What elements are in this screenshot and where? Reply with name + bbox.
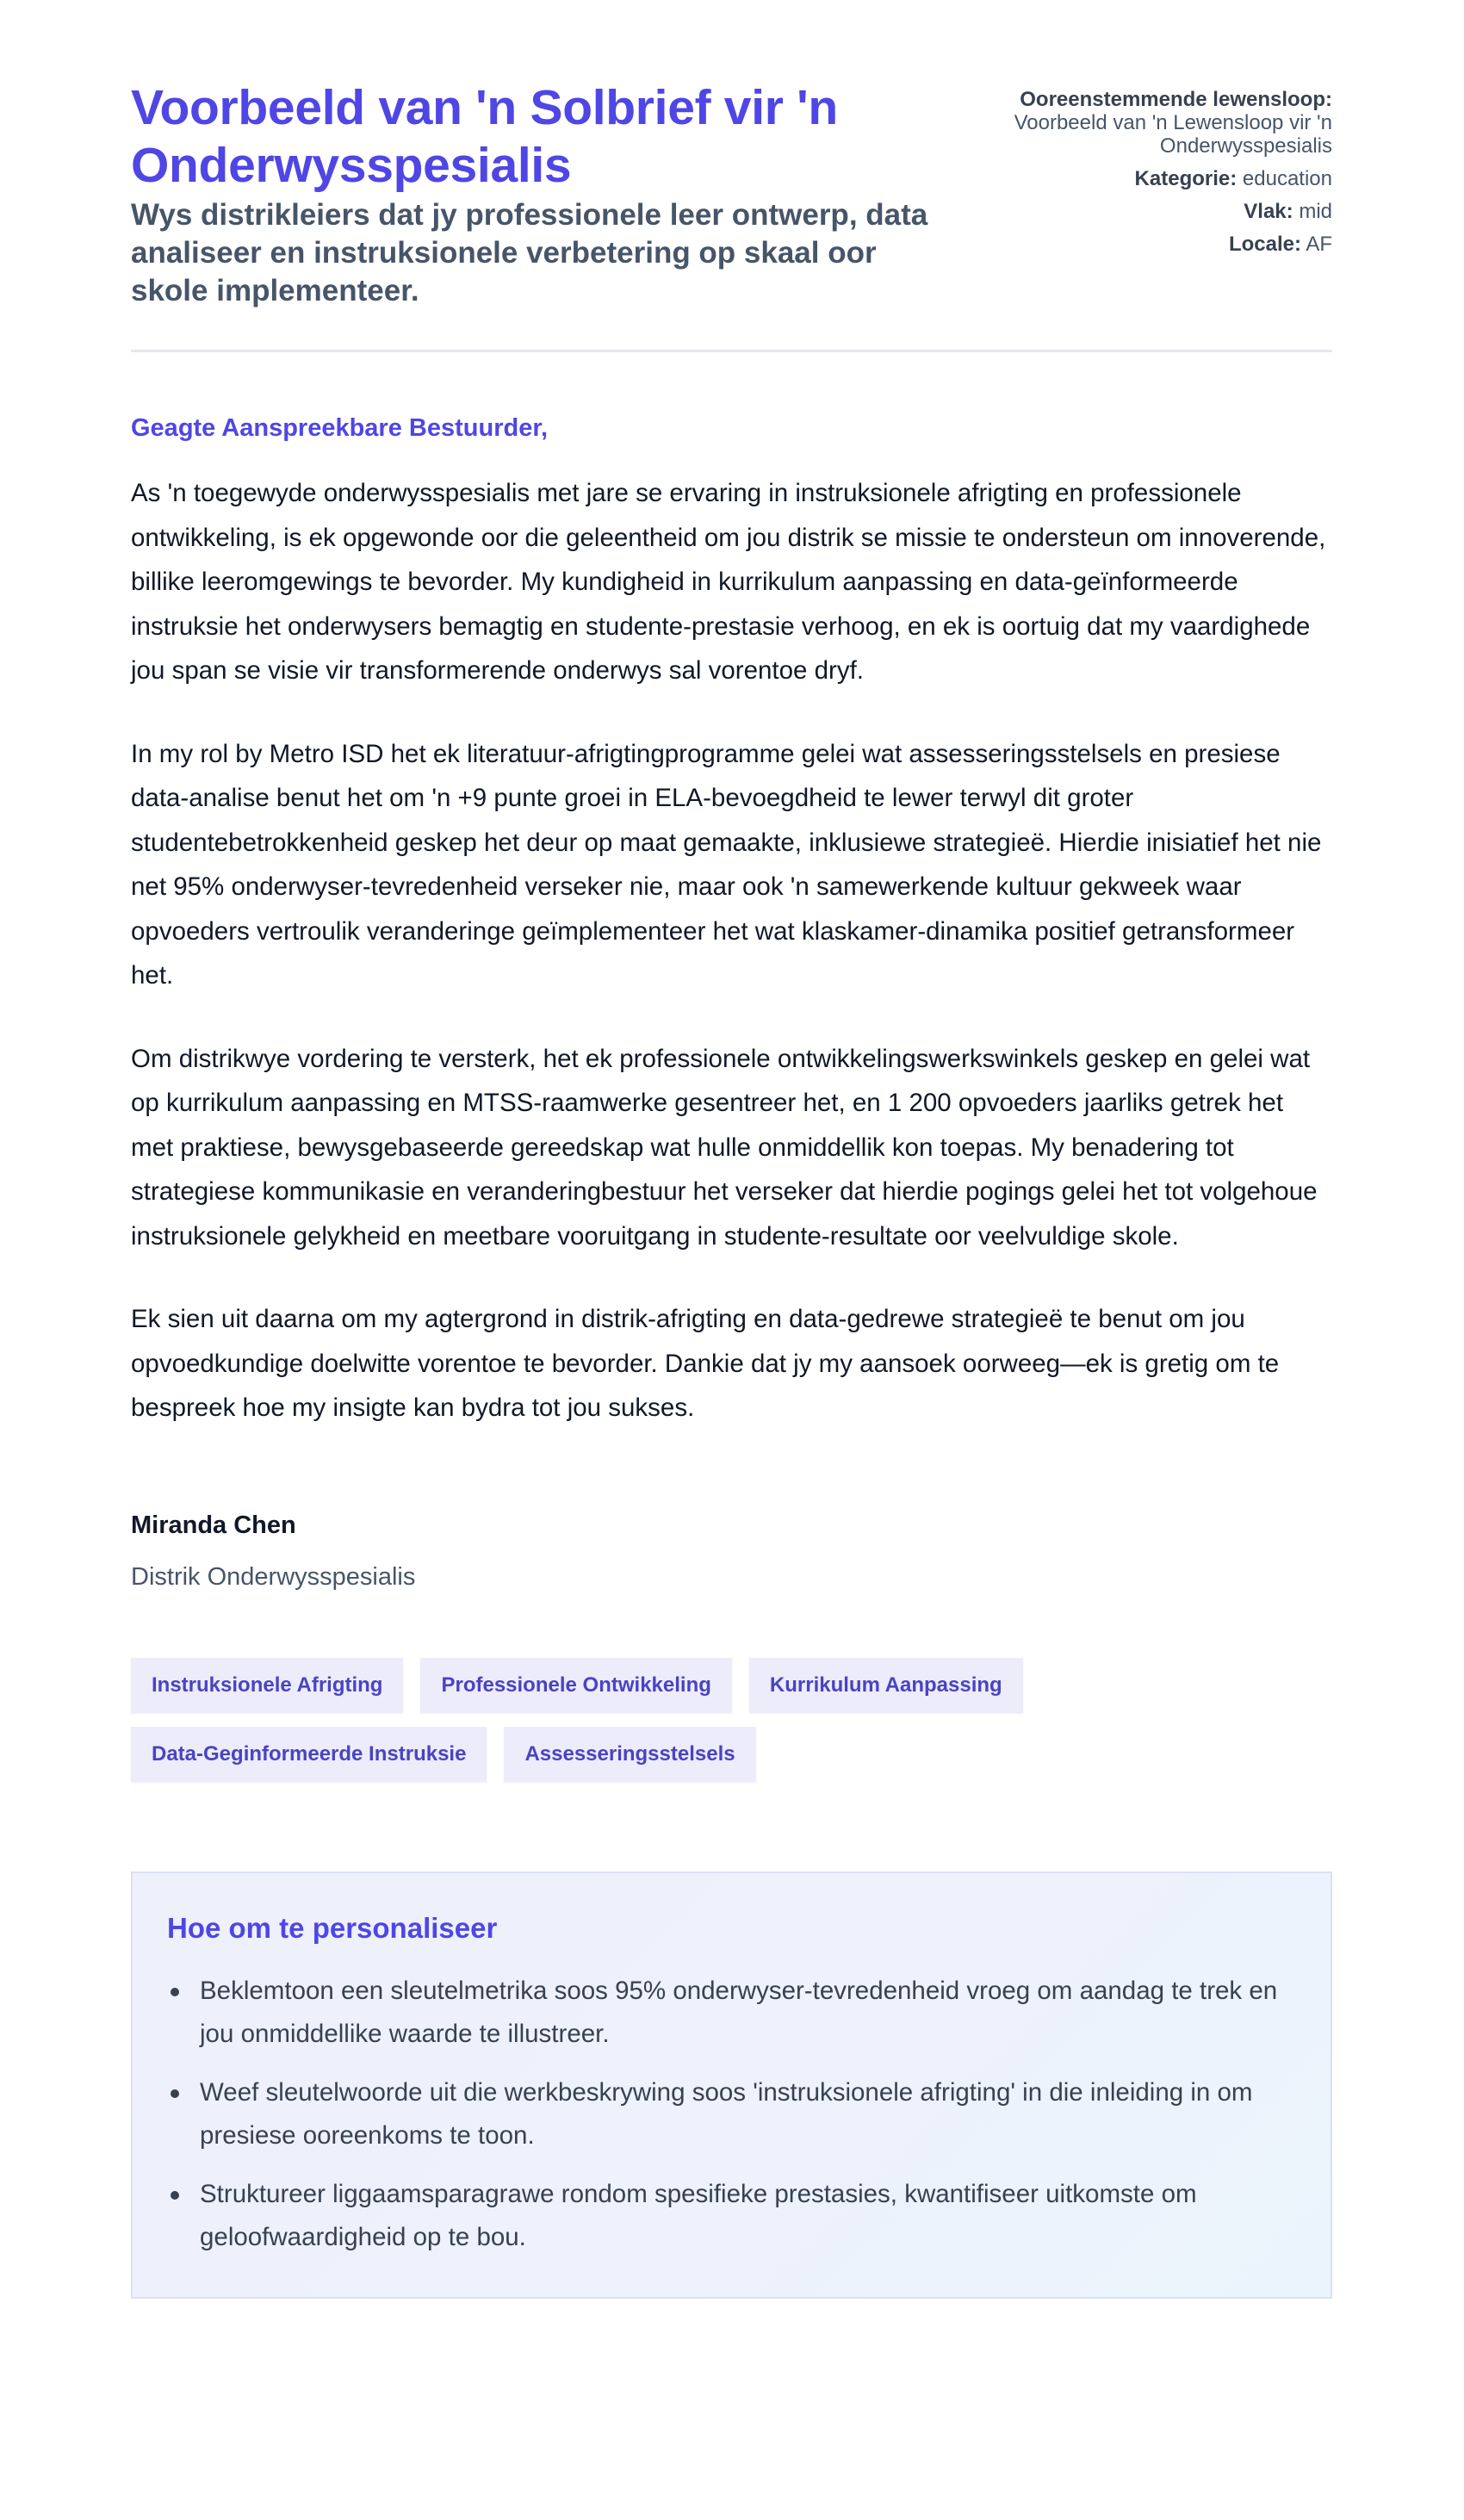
tip-item [167,2173,1296,2259]
signature-block [131,1510,1332,1592]
page-subtitle: Wys distrikleiers dat jy professionele leer ontwerp, data analiseer en instruksionele verbetering op skaal oor skole implementeer. [131,198,928,307]
meta-locale-value: AF [1306,233,1332,256]
meta-level-label: Vlak: [1244,200,1293,223]
letter-paragraph-4: Ek sien uit daarna om my agtergrond in distrik-afrigting en data-gedrewe strategieë te benut om jou opvoedkundige doelwitte vorentoe te bevorder. Dankie dat jy my aansoek oorweeg—ek is gretig om te bespreek hoe my insigte kan bydra tot jou sukses. [131,1305,1280,1422]
meta-level-value: mid [1299,200,1332,223]
tips-title: Hoe om te personaliseer [167,1911,498,1944]
tip-text: Beklemtoon een sleutelmetrika soos 95% onderwyser-tevredenheid vroeg om aandag te trek en jou onmiddellike waarde te illustreer. [200,1976,1278,2048]
bullet-icon [171,2089,179,2098]
skill-tag: Assesseringsstelsels [504,1727,755,1782]
meta-panel [953,79,1332,265]
skill-tags [131,1658,1095,1782]
meta-matching-resume-label: Ooreenstemmende lewensloop: [1020,88,1332,111]
personalization-tips-box [131,1871,1332,2299]
bullet-icon [171,2191,179,2200]
tips-list [167,1970,1296,2259]
meta-matching-resume [953,88,1332,158]
skill-tag: Instruksionele Afrigting [131,1658,403,1713]
page-header [131,79,1332,352]
skill-tag: Data-Geginformeerde Instruksie [131,1727,487,1782]
skill-tag: Professionele Ontwikkeling [420,1658,731,1713]
tip-text: Struktureer liggaamsparagrawe rondom spesifieke prestasies, kwantifiseer uitkomste om geloofwaardigheid op te bou. [200,2179,1197,2251]
tip-item [167,1970,1296,2056]
tip-text: Weef sleutelwoorde uit die werkbeskrywing soos 'instruksionele afrigting' in die inleiding in om presiese ooreenkoms te toon. [200,2077,1253,2150]
letter-paragraph-3: Om distrikwye vordering te versterk, het ek professionele ontwikkelingswerkswinkels geskep en gelei wat op kurrikulum aanpassing en MTSS-raamwerke gesentreer het, en 1 200 opvoeders jaarliks getrek het met praktiese, bewysgebaseerde gereedskap wat hulle onmiddellik kon toepas. My benadering tot strategiese kommunikasie en veranderingbestuur het verseker dat hierdie pogings gelei het tot volgehoue instruksionele gelykheid en meetbare vooruitgang in studente-resultate oor veelvuldige skole. [131,1044,1318,1251]
meta-category-label: Kategorie: [1134,167,1238,190]
meta-level [953,200,1332,223]
skill-tag: Kurrikulum Aanpassing [749,1658,1023,1713]
letter-paragraph-2: In my rol by Metro ISD het ek literatuur-afrigtingprogramme gelei wat assesseringsstelsels en presiese data-analise benut het om 'n +9 punte groei in ELA-bevoegdheid te lewer terwyl dit groter studentebetrokkenheid geskep het deur op maat gemaakte, inklusiewe strategieë. Hierdie inisiatief het nie net 95% onderwyser-tevredenheid verseker nie, maar ook 'n samewerkende kultuur gekweek waar opvoeders vertroulik veranderinge geïmplementeer het wat klaskamer-dinamika positief getransformeer het. [131,739,1322,990]
page-title: Voorbeeld van 'n Solbrief vir 'n Onderwysspesialis [131,80,838,193]
meta-locale [953,233,1332,256]
meta-category-value: education [1242,167,1332,190]
meta-locale-label: Locale: [1228,233,1301,256]
letter-greeting: Geagte Aanspreekbare Bestuurder, [131,414,549,442]
signature-name: Miranda Chen [131,1511,296,1539]
cover-letter-page [131,0,1332,2381]
signature-title: Distrik Onderwysspesialis [131,1562,416,1591]
header-titles [131,79,940,310]
letter-paragraph-1: As 'n toegewyde onderwysspesialis met jare se ervaring in instruksionele afrigting en professionele ontwikkeling, is ek opgewonde oor die geleentheid om jou distrik se missie te ondersteun om innoverende, billike leeromgewings te bevorder. My kundigheid in kurrikulum aanpassing en data-geïnformeerde instruksie het onderwysers bemagtig en studente-prestasie verhoog, en ek is oortuig dat my vaardighede jou span se visie vir transformerende onderwys sal vorentoe dryf. [131,479,1326,685]
tip-item [167,2071,1296,2157]
bullet-icon [171,1988,179,1996]
matching-resume-link[interactable]: Voorbeeld van 'n Lewensloop vir 'n Onderwysspesialis [1014,111,1332,158]
letter-body [131,413,1332,1592]
meta-category [953,167,1332,190]
